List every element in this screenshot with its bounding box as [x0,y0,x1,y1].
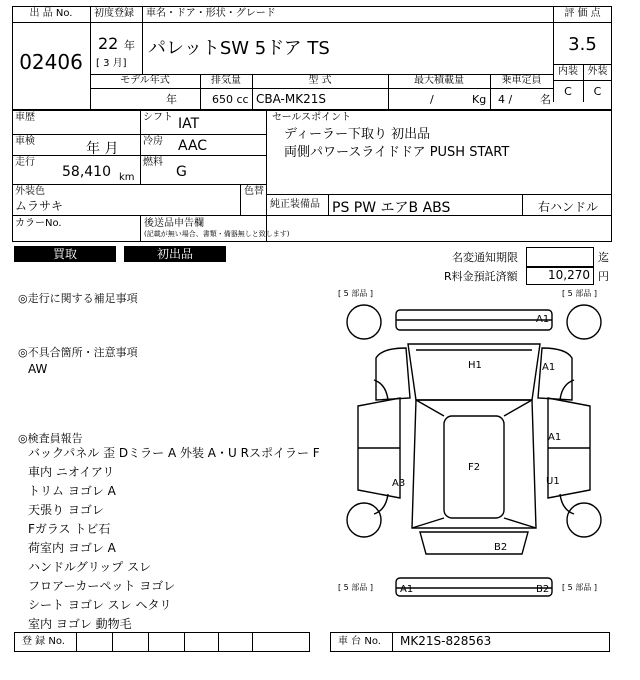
inspection-label: 車検 [15,136,35,147]
mark-rear-bumper-left: A1 [400,584,414,595]
mileage-value: 58,410 [62,164,111,180]
lot-no-label: 出 品 No. [29,8,73,19]
first-listing-badge: 初出品 [124,246,226,262]
inspector-line: 室内 ヨゴレ 動物毛 [28,617,132,631]
tire-tl-unit: 部品 [351,289,368,298]
reg-no-label: 登 録 No. [22,636,65,647]
inspector-line: シート ヨゴレ スレ ヘタリ [28,598,172,612]
displacement-value: 650 cc [212,93,249,106]
tire-bl-unit: 部品 [351,583,368,592]
displacement-label: 排気量 [211,75,241,86]
exterior-score-label: 外装 [587,66,608,77]
recycle-value: 10,270 [548,268,590,282]
tire-rear-right: [ 5 部品 ] [562,583,597,592]
car-damage-diagram [336,288,612,600]
interior-score-label: 内装 [558,66,578,77]
exterior-color-value: ムラサキ [15,199,64,213]
max-load-value: / [430,93,434,106]
tire-tr-value: 5 [567,289,573,298]
inspector-title: ◎検査員報告 [18,432,83,445]
capacity-unit: 名 [540,93,551,106]
fuel-label: 燃料 [143,157,163,168]
deadline-box [526,247,594,267]
tire-front-right: [ 5 部品 ] [562,289,597,298]
inspector-line: フロアーカーペット ヨゴレ [28,579,176,593]
inspector-line: トリム ヨゴレ A [28,484,116,498]
inspection-value: 年 月 [86,141,119,157]
mark-rear-door-right: U1 [546,476,560,487]
chassis-value: MK21S-828563 [400,634,492,648]
equipment-value: PS PW エアB ABS [332,200,451,216]
fuel-value: G [176,164,187,180]
inspector-line: 天張り ヨゴレ [28,503,104,517]
shift-label: シフト [143,112,173,123]
tire-tl-value: 5 [343,289,349,298]
type-value: CBA-MK21S [256,92,326,106]
inspector-line: 車内 ニオイアリ [28,465,115,479]
defect-notes-title: ◎不具合箇所・注意事項 [18,346,138,359]
deadline-label: 名変通知期限 [452,251,518,264]
inspector-line: 荷室内 ヨゴレ A [28,541,116,555]
max-load-unit: Kg [472,93,487,106]
mark-rear-left: A3 [392,478,406,489]
capacity-label: 乗車定員 [501,75,542,86]
type-label: 型 式 [308,75,332,86]
interior-score: C [564,85,572,98]
sales-line-1: ディーラー下取り 初出品 [284,127,431,142]
tire-bl-value: 5 [343,583,349,592]
color-change-label: 色替 [244,186,264,197]
score-label: 評 価 点 [564,8,601,19]
deadline-unit: 迄 [598,251,609,264]
sales-line-2: 両側パワースライドドア PUSH START [284,145,510,160]
mark-back-door: B2 [494,542,508,553]
tire-br-value: 5 [567,583,573,592]
color-no-label: カラーNo. [15,218,62,229]
lot-no: 02406 [19,50,83,74]
handle-value: 右ハンドル [538,200,599,214]
sales-label: セールスポイント [272,112,352,123]
tire-tr-unit: 部品 [575,289,592,298]
driving-notes-title: ◎走行に関する補足事項 [18,292,138,305]
model-year-value: 年 [166,93,177,106]
inspector-line: Fガラス トビ石 [28,522,111,536]
model-year-label: モデル年式 [120,75,170,86]
doc-note: (記載が無い場合、書類・備器無しと致します) [144,230,290,238]
shift-value: IAT [178,116,200,132]
capacity-value: 4 / [498,93,513,106]
mark-front-door-right: A1 [548,432,562,443]
first-reg-month: [ 3 月] [96,58,127,69]
mileage-unit: km [119,172,135,183]
recycle-label: R料金預託済額 [444,270,518,283]
exterior-color-label: 外装色 [15,186,45,197]
mark-roof: F2 [468,462,481,473]
doc-label: 後送品申告欄 [144,218,204,229]
ac-value: AAC [178,138,208,154]
first-reg-year-unit: 年 [124,39,135,52]
mileage-label: 走行 [15,157,35,168]
mark-front-fender-right: A1 [542,362,556,373]
inspector-line: バックパネル 歪 Dミラー A 外装 A・U Rスポイラー F [28,446,320,460]
max-load-label: 最大積載量 [414,75,464,86]
exterior-score: C [593,85,602,98]
inspector-line: ハンドルグリップ スレ [28,560,152,574]
buy-badge: 買取 [14,246,116,262]
mark-front-bumper: A1 [536,314,550,325]
recycle-unit: 円 [598,270,609,283]
score-value: 3.5 [568,34,597,55]
first-reg-label: 初度登録 [94,8,134,19]
ac-label: 冷房 [143,136,163,147]
car-name: パレットSW 5ドア TS [148,38,330,59]
mark-hood: H1 [468,360,482,371]
chassis-label: 車 台 No. [338,636,381,647]
history-label: 車歴 [15,112,35,123]
tire-front-left: [ 5 部品 ] [338,289,373,298]
first-reg-year: 22 [98,34,119,53]
car-name-label: 車名・ドア・形状・グレード [146,8,276,19]
tire-rear-left: [ 5 部品 ] [338,583,373,592]
tire-br-unit: 部品 [575,583,592,592]
defect-value: AW [28,362,48,376]
equipment-label: 純正装備品 [270,199,320,210]
mark-rear-bumper-right: B2 [536,584,550,595]
